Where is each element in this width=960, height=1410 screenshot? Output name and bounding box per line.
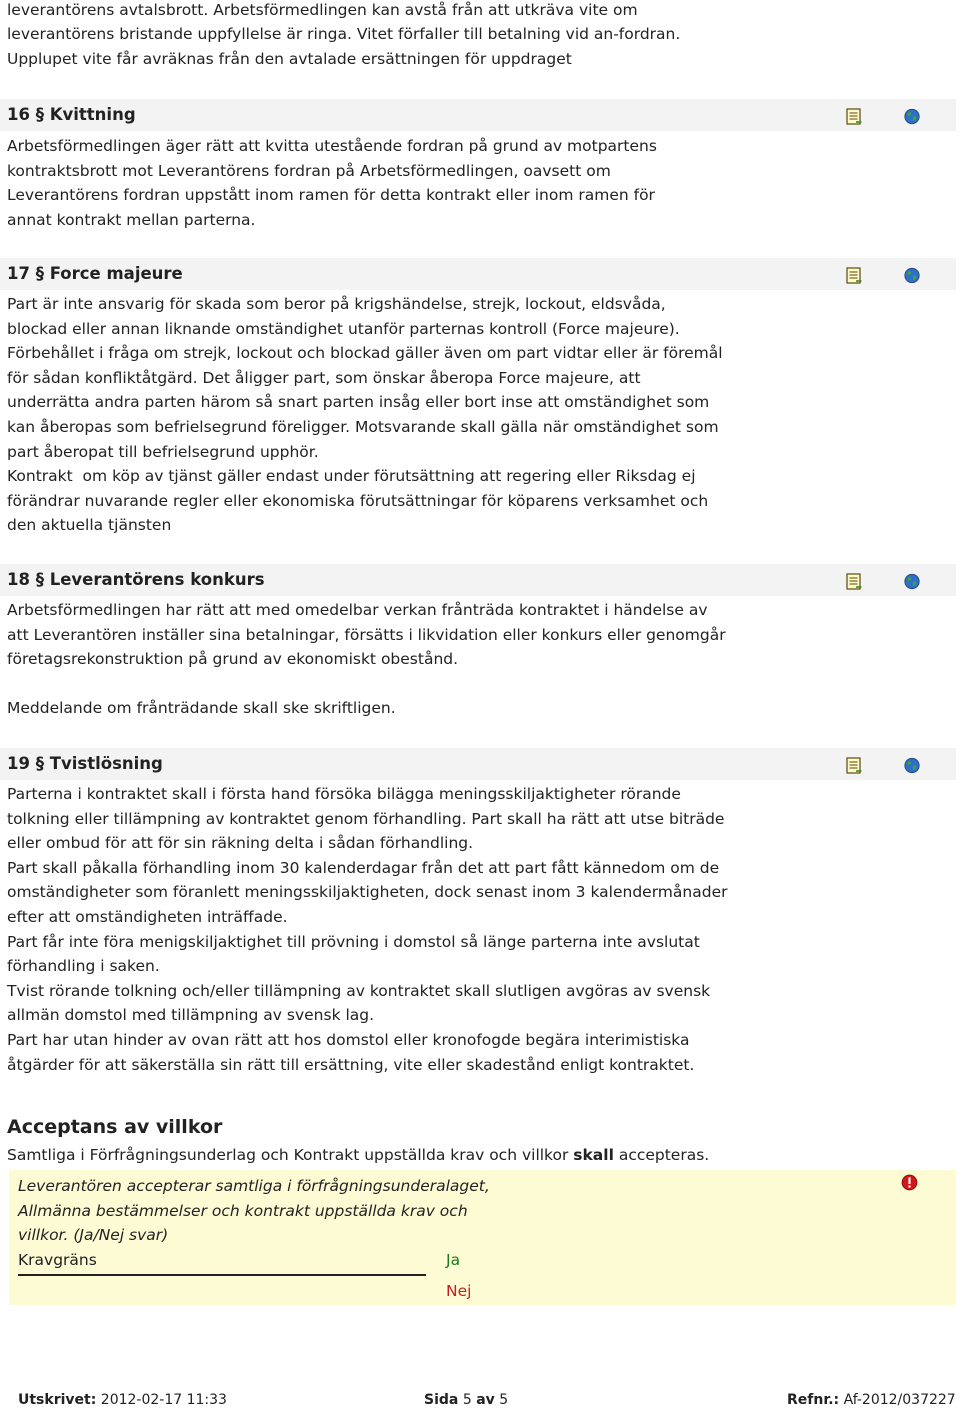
section-body-kvittning: Arbetsförmedlingen äger rätt att kvitta utestående fordran på grund av motpartens kontraktsbrott mot Leverantörens fordran på Arbetsförmedlingen, oavsett om Leverantörens fordran uppstått inom ramen för detta kontrakt eller inom ramen för annat kontrakt mellan parterna. bbox=[7, 137, 657, 229]
section-header-force-majeure bbox=[0, 258, 956, 290]
document-icon[interactable] bbox=[846, 267, 862, 284]
section-header-kvittning bbox=[0, 99, 956, 131]
option-no[interactable]: Nej bbox=[446, 1282, 472, 1300]
acceptance-question: Leverantören accepterar samtliga i förfrågningsunderalaget, Allmänna bestämmelser och kontrakt uppställda krav och villkor. (Ja/Nej svar) bbox=[18, 1177, 490, 1244]
globe-icon[interactable] bbox=[904, 267, 920, 284]
footer-printed-label: Utskrivet: bbox=[18, 1392, 97, 1408]
section-header-konkurs bbox=[0, 564, 956, 596]
footer-ref-value: Af-2012/037227 bbox=[843, 1392, 956, 1408]
section-title: 16 § Kvittning bbox=[7, 105, 136, 124]
footer-printed-value: 2012-02-17 11:33 bbox=[100, 1392, 227, 1408]
footer-page-label: Sida bbox=[424, 1392, 459, 1408]
section-title: 17 § Force majeure bbox=[7, 264, 183, 283]
footer-ref bbox=[787, 1390, 956, 1410]
acceptance-question-box bbox=[9, 1170, 956, 1305]
section-body-tvistlosning: Parterna i kontraktet skall i första hand försöka bilägga meningsskiljaktigheter rörande tolkning eller tillämpning av kontraktet genom förhandling. Part skall ha rätt att utse biträde eller ombud för att för sin räkning delta i sådan förhandling. Part skall påkalla förhandling inom 30 kalenderdagar från det att part fått kännedom om de omständigheter som föranlett meningsskiljaktigheten, dock senast inom 3 kalendermånader efter att omständigheten inträffade. Part får inte föra menigskiljaktighet till prövning i domstol så länge parterna inte avslutat förhandling i saken. Tvist rörande tolkning och/eller tillämpning av kontraktet skall slutligen avgöras av svensk allmän domstol med tillämpning av svensk lag. Part har utan hinder av ovan rätt att hos domstol eller kronofogde begära interimistiska åtgärder för att säkerställa sin rätt till ersättning, vite eller skadestånd enligt kontraktet. bbox=[7, 785, 728, 1074]
footer-printed bbox=[18, 1390, 227, 1410]
acceptance-text-bold: skall bbox=[573, 1146, 614, 1164]
document-icon[interactable] bbox=[846, 108, 862, 125]
document-icon[interactable] bbox=[846, 757, 862, 774]
acceptance-text-before: Samtliga i Förfrågningsunderlag och Kontrakt uppställda krav och villkor bbox=[7, 1146, 574, 1164]
option-yes[interactable]: Ja bbox=[446, 1251, 461, 1269]
globe-icon[interactable] bbox=[904, 108, 920, 125]
section-header-tvistlosning bbox=[0, 748, 956, 780]
globe-icon[interactable] bbox=[904, 757, 920, 774]
footer-page-total: 5 bbox=[499, 1392, 509, 1408]
intro-line-3: Upplupet vite får avräknas från den avtalade ersättningen för uppdraget bbox=[7, 50, 572, 68]
requirement-underline bbox=[18, 1274, 426, 1276]
footer-ref-label: Refnr.: bbox=[787, 1392, 840, 1408]
acceptance-text-after: accepteras. bbox=[613, 1146, 710, 1164]
section-body-konkurs: Arbetsförmedlingen har rätt att med omedelbar verkan frånträda kontraktet i händelse av att Leverantören inställer sina betalningar, försätts i likvidation eller konkurs eller genomgår företagsrekonstruktion på grund av ekonomiskt obestånd. Meddelande om frånträdande skall ske skriftligen. bbox=[7, 601, 726, 718]
section-body-force-majeure: Part är inte ansvarig för skada som beror på krigshändelse, strejk, lockout, eldsvåda, blockad eller annan liknande omständighet utanför parternas kontroll (Force majeure). Förbehållet i fråga om strejk, lockout och blockad gäller även om part vidtar eller är föremål för sådan konfliktåtgärd. Det åligger part, som önskar åberopa Force majeure, att underrätta andra parten härom så snart parten insåg eller bort inse att omständighet som kan åberopas som befrielsegrund föreligger. Motsvarande skall gälla när omständighet som part åberopat till befrielsegrund upphör. Kontrakt om köp av tjänst gäller endast under förutsättning att regering eller Riksdag ej förändrar nuvarande regler eller ekonomiska förutsättningar för köparens verksamhet och den aktuella tjänsten bbox=[7, 295, 723, 535]
section-title: 19 § Tvistlösning bbox=[7, 754, 163, 773]
footer-page-of: av bbox=[476, 1392, 495, 1408]
section-title: 18 § Leverantörens konkurs bbox=[7, 570, 265, 589]
requirement-label: Kravgräns bbox=[18, 1251, 97, 1269]
intro-line-1: leverantörens avtalsbrott. Arbetsförmedlingen kan avstå från att utkräva vite om bbox=[7, 1, 638, 19]
globe-icon[interactable] bbox=[904, 573, 920, 590]
intro-line-2: leverantörens bristande uppfyllelse är ringa. Vitet förfaller till betalning vid an-fordran. bbox=[7, 25, 681, 43]
footer-page-current: 5 bbox=[462, 1392, 472, 1408]
document-icon[interactable] bbox=[846, 573, 862, 590]
acceptance-title: Acceptans av villkor bbox=[7, 1116, 223, 1138]
acceptance-text bbox=[7, 1143, 907, 1168]
warning-icon bbox=[901, 1174, 918, 1191]
footer-page bbox=[424, 1390, 508, 1410]
